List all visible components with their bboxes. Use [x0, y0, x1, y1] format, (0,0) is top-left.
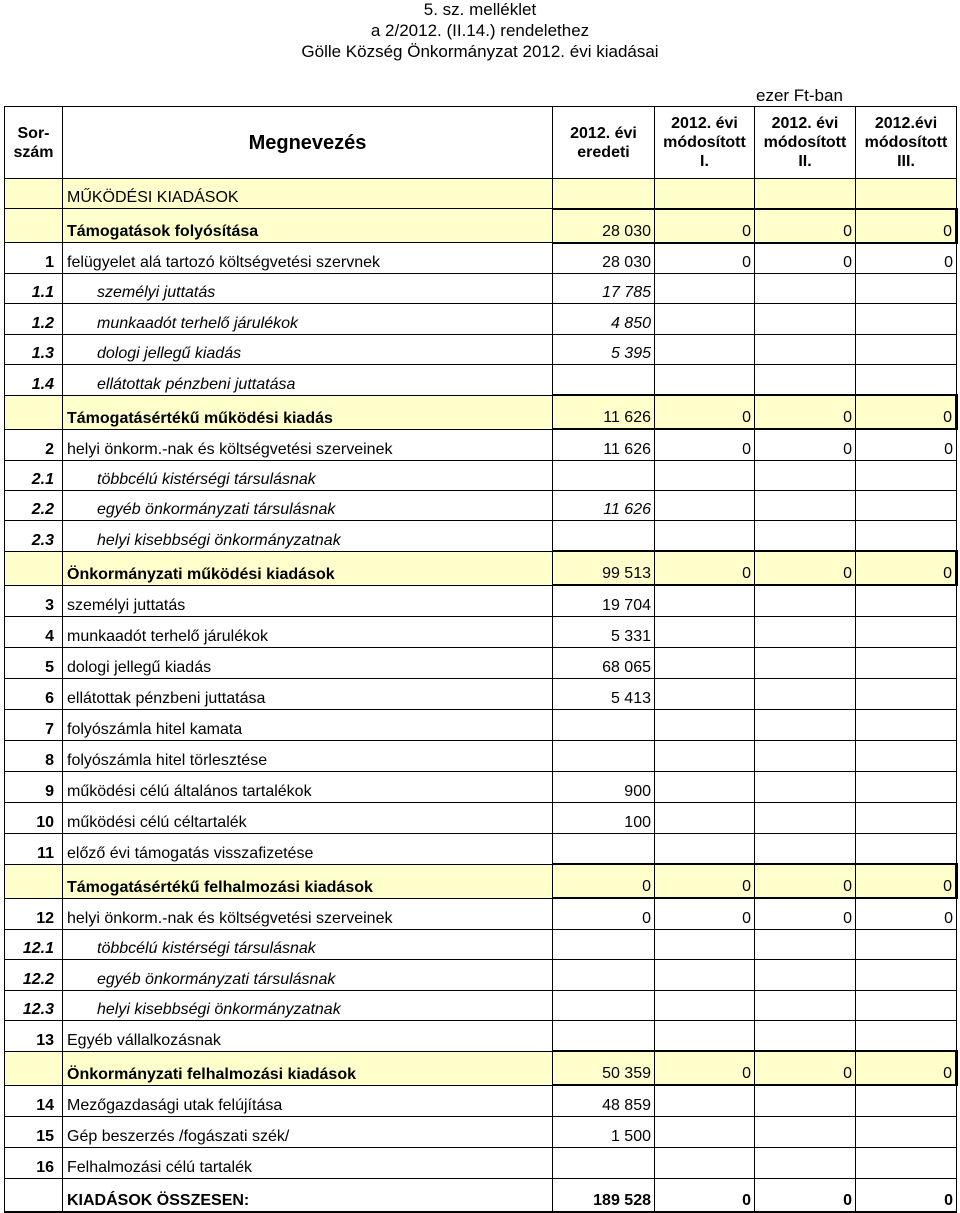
column-header-modified-2 — [755, 107, 856, 179]
row-number: 12 — [5, 898, 63, 929]
value-modified-1: 0 — [655, 898, 755, 929]
row-label: Gép beszerzés /fogászati szék/ — [63, 1116, 553, 1147]
value-original: 99 513 — [553, 551, 655, 585]
value-modified-1 — [655, 740, 755, 771]
value-modified-2: 0 — [755, 395, 856, 429]
row-number: 10 — [5, 802, 63, 833]
column-header-no — [5, 107, 63, 179]
value-modified-1: 0 — [655, 1051, 755, 1085]
row-number: 7 — [5, 709, 63, 740]
value-modified-3 — [856, 960, 957, 990]
row-number: 3 — [5, 585, 63, 616]
value-modified-3: 0 — [856, 1178, 957, 1212]
row-number: 5 — [5, 647, 63, 678]
column-header-no-line1: Sor- — [17, 124, 50, 142]
subitem-row — [5, 365, 957, 395]
row-number: 12.1 — [5, 929, 63, 959]
value-modified-2 — [755, 490, 856, 520]
row-number: 1.1 — [5, 274, 63, 304]
value-modified-3: 0 — [856, 1051, 957, 1085]
value-modified-3: 0 — [856, 243, 957, 274]
table-row — [5, 585, 957, 616]
row-number — [5, 864, 63, 898]
value-modified-1 — [655, 771, 755, 802]
section-row — [5, 864, 957, 898]
row-label: egyéb önkormányzati társulásnak — [63, 490, 553, 520]
value-modified-1 — [655, 802, 755, 833]
value-modified-1: 0 — [655, 864, 755, 898]
value-modified-3 — [856, 490, 957, 520]
column-header-modified-3-line3: III. — [897, 153, 915, 170]
row-label: ellátottak pénzbeni juttatása — [63, 365, 553, 395]
row-label: egyéb önkormányzati társulásnak — [63, 960, 553, 990]
value-modified-2 — [755, 1085, 856, 1116]
subitem-row — [5, 304, 957, 334]
row-number: 1 — [5, 243, 63, 274]
value-modified-2 — [755, 647, 856, 678]
row-number: 2 — [5, 429, 63, 460]
value-modified-2: 0 — [755, 243, 856, 274]
value-modified-3 — [856, 771, 957, 802]
value-modified-2 — [755, 771, 856, 802]
row-label: többcélú kistérségi társulásnak — [63, 929, 553, 959]
value-modified-2: 0 — [755, 864, 856, 898]
column-header-modified-3-line1: 2012.évi — [874, 115, 938, 132]
row-number: 1.2 — [5, 304, 63, 334]
value-modified-1: 0 — [655, 209, 755, 243]
row-label: MŰKÖDÉSI KIADÁSOK — [63, 179, 553, 209]
subitem-row — [5, 521, 957, 551]
value-modified-1: 0 — [655, 551, 755, 585]
row-number — [5, 551, 63, 585]
column-header-modified-1-line3: I. — [700, 153, 709, 170]
column-header-modified-2-line2: módosított — [763, 134, 847, 151]
subitem-row — [5, 990, 957, 1020]
row-label: helyi kisebbségi önkormányzatnak — [63, 990, 553, 1020]
column-header-modified-3 — [856, 107, 957, 179]
table-row — [5, 802, 957, 833]
value-modified-2 — [755, 1147, 856, 1178]
value-modified-3 — [856, 990, 957, 1020]
value-original — [553, 929, 655, 959]
value-modified-1 — [655, 709, 755, 740]
value-modified-3 — [856, 585, 957, 616]
value-modified-1 — [655, 1085, 755, 1116]
section-row — [5, 551, 957, 585]
value-modified-1: 0 — [655, 395, 755, 429]
value-modified-1 — [655, 929, 755, 959]
unit-label: ezer Ft-ban — [756, 86, 843, 105]
row-label: Támogatásértékű felhalmozási kiadások — [63, 864, 553, 898]
value-modified-2 — [755, 334, 856, 364]
subitem-row — [5, 490, 957, 520]
row-label: előző évi támogatás visszafizetése — [63, 833, 553, 864]
value-modified-2: 0 — [755, 429, 856, 460]
column-header-modified-2-line1: 2012. évi — [771, 115, 839, 132]
table-row — [5, 678, 957, 709]
section-row — [5, 395, 957, 429]
table-row — [5, 647, 957, 678]
value-modified-1 — [655, 1116, 755, 1147]
value-modified-1 — [655, 304, 755, 334]
value-modified-2 — [755, 1020, 856, 1051]
row-number — [5, 179, 63, 209]
value-modified-3: 0 — [856, 898, 957, 929]
value-modified-2 — [755, 802, 856, 833]
value-original — [553, 990, 655, 1020]
column-header-name: Megnevezés — [63, 107, 553, 179]
value-modified-1: 0 — [655, 429, 755, 460]
value-modified-2 — [755, 274, 856, 304]
value-modified-3 — [856, 1116, 957, 1147]
table-row — [5, 1085, 957, 1116]
column-header-modified-1-line1: 2012. évi — [671, 115, 738, 132]
regulation-reference: a 2/2012. (II.14.) rendelethez — [370, 21, 590, 40]
value-modified-3 — [856, 709, 957, 740]
value-original — [553, 179, 655, 209]
row-label: Önkormányzati működési kiadások — [63, 551, 553, 585]
value-modified-2 — [755, 740, 856, 771]
row-label: felügyelet alá tartozó költségvetési szervnek — [63, 243, 553, 274]
section-row — [5, 1051, 957, 1085]
table-row — [5, 709, 957, 740]
value-original — [553, 460, 655, 490]
table-header-row — [5, 107, 957, 179]
value-modified-3 — [856, 616, 957, 647]
column-header-modified-1-line2: módosított — [663, 134, 746, 151]
value-original: 4 850 — [553, 304, 655, 334]
expenditure-table — [4, 106, 958, 1213]
value-original: 5 331 — [553, 616, 655, 647]
row-label: Támogatások folyósítása — [63, 209, 553, 243]
row-label: Önkormányzati felhalmozási kiadások — [63, 1051, 553, 1085]
row-number: 13 — [5, 1020, 63, 1051]
row-label: KIADÁSOK ÖSSZESEN: — [63, 1178, 553, 1212]
row-label: dologi jellegű kiadás — [63, 334, 553, 364]
value-modified-3 — [856, 334, 957, 364]
row-number: 2.3 — [5, 521, 63, 551]
value-modified-1: 0 — [655, 1178, 755, 1212]
annex-label: 5. sz. melléklet — [423, 0, 537, 19]
row-label: folyószámla hitel törlesztése — [63, 740, 553, 771]
column-header-modified-2-line3: II. — [798, 153, 812, 170]
subitem-row — [5, 960, 957, 990]
value-modified-3 — [856, 179, 957, 209]
value-original — [553, 1020, 655, 1051]
value-modified-1 — [655, 460, 755, 490]
column-header-modified-3-line2: módosított — [864, 134, 948, 151]
value-modified-2 — [755, 1116, 856, 1147]
subitem-row — [5, 274, 957, 304]
value-modified-2 — [755, 960, 856, 990]
row-number: 1.4 — [5, 365, 63, 395]
value-modified-2 — [755, 616, 856, 647]
value-original: 11 626 — [553, 395, 655, 429]
value-modified-3 — [856, 460, 957, 490]
row-number: 11 — [5, 833, 63, 864]
row-number: 8 — [5, 740, 63, 771]
value-modified-2 — [755, 929, 856, 959]
value-modified-1 — [655, 490, 755, 520]
row-number: 15 — [5, 1116, 63, 1147]
value-modified-2 — [755, 521, 856, 551]
value-modified-3 — [856, 521, 957, 551]
row-label: munkaadót terhelő járulékok — [63, 304, 553, 334]
row-number: 16 — [5, 1147, 63, 1178]
value-original: 28 030 — [553, 243, 655, 274]
value-modified-3 — [856, 802, 957, 833]
value-original: 189 528 — [553, 1178, 655, 1212]
value-original — [553, 1147, 655, 1178]
row-number — [5, 395, 63, 429]
row-label: Támogatásértékű működési kiadás — [63, 395, 553, 429]
title-row — [5, 179, 957, 209]
value-modified-1 — [655, 616, 755, 647]
row-label: működési célú általános tartalékok — [63, 771, 553, 802]
value-modified-2: 0 — [755, 209, 856, 243]
row-label: helyi önkorm.-nak és költségvetési szerveinek — [63, 898, 553, 929]
table-row — [5, 1020, 957, 1051]
value-original — [553, 521, 655, 551]
value-original: 0 — [553, 898, 655, 929]
subitem-row — [5, 334, 957, 364]
value-modified-2 — [755, 460, 856, 490]
column-header-original-line1: 2012. évi — [570, 124, 637, 142]
row-number: 2.1 — [5, 460, 63, 490]
value-original: 5 395 — [553, 334, 655, 364]
value-modified-2: 0 — [755, 551, 856, 585]
value-modified-1 — [655, 521, 755, 551]
value-modified-1 — [655, 585, 755, 616]
value-modified-3 — [856, 740, 957, 771]
column-header-original — [553, 107, 655, 179]
value-modified-2 — [755, 304, 856, 334]
document-title: Gölle Község Önkormányzat 2012. évi kiadásai — [301, 42, 659, 61]
value-modified-3 — [856, 365, 957, 395]
row-number: 12.3 — [5, 990, 63, 1020]
column-header-original-line2: eredeti — [577, 143, 630, 161]
row-label: helyi önkorm.-nak és költségvetési szerveinek — [63, 429, 553, 460]
row-label: folyószámla hitel kamata — [63, 709, 553, 740]
value-original: 19 704 — [553, 585, 655, 616]
value-modified-3 — [856, 929, 957, 959]
value-original: 1 500 — [553, 1116, 655, 1147]
value-modified-2 — [755, 678, 856, 709]
section-row — [5, 209, 957, 243]
value-modified-3 — [856, 1085, 957, 1116]
value-modified-3 — [856, 1020, 957, 1051]
table-body — [5, 179, 957, 1213]
row-label: többcélú kistérségi társulásnak — [63, 460, 553, 490]
value-modified-3: 0 — [856, 209, 957, 243]
row-number: 6 — [5, 678, 63, 709]
row-label: személyi juttatás — [63, 274, 553, 304]
value-modified-1 — [655, 960, 755, 990]
value-modified-2 — [755, 365, 856, 395]
row-label: Felhalmozási célú tartalék — [63, 1147, 553, 1178]
value-modified-2 — [755, 833, 856, 864]
value-modified-3 — [856, 274, 957, 304]
value-modified-3 — [856, 1147, 957, 1178]
value-modified-3: 0 — [856, 864, 957, 898]
value-original: 50 359 — [553, 1051, 655, 1085]
row-number: 4 — [5, 616, 63, 647]
value-modified-1: 0 — [655, 243, 755, 274]
value-original — [553, 960, 655, 990]
table-row — [5, 243, 957, 274]
value-modified-2 — [755, 179, 856, 209]
row-label: helyi kisebbségi önkormányzatnak — [63, 521, 553, 551]
row-number — [5, 1178, 63, 1212]
value-modified-3 — [856, 304, 957, 334]
value-modified-1 — [655, 678, 755, 709]
column-header-modified-1 — [655, 107, 755, 179]
value-original — [553, 365, 655, 395]
row-number: 12.2 — [5, 960, 63, 990]
subitem-row — [5, 460, 957, 490]
value-modified-2: 0 — [755, 1178, 856, 1212]
value-original — [553, 709, 655, 740]
value-modified-1 — [655, 1020, 755, 1051]
table-row — [5, 1116, 957, 1147]
value-modified-3: 0 — [856, 395, 957, 429]
table-row — [5, 771, 957, 802]
value-modified-3: 0 — [856, 551, 957, 585]
value-original: 68 065 — [553, 647, 655, 678]
table-row — [5, 1147, 957, 1178]
row-label: dologi jellegű kiadás — [63, 647, 553, 678]
value-original: 11 626 — [553, 429, 655, 460]
row-label: ellátottak pénzbeni juttatása — [63, 678, 553, 709]
value-modified-2 — [755, 585, 856, 616]
table-row — [5, 616, 957, 647]
row-number: 2.2 — [5, 490, 63, 520]
row-label: munkaadót terhelő járulékok — [63, 616, 553, 647]
column-header-no-line2: szám — [13, 143, 54, 161]
value-original — [553, 833, 655, 864]
value-modified-2: 0 — [755, 898, 856, 929]
value-modified-1 — [655, 365, 755, 395]
row-number — [5, 1051, 63, 1085]
table-row — [5, 429, 957, 460]
value-modified-3 — [856, 678, 957, 709]
value-original: 17 785 — [553, 274, 655, 304]
value-modified-1 — [655, 647, 755, 678]
value-modified-1 — [655, 833, 755, 864]
value-original: 5 413 — [553, 678, 655, 709]
value-modified-3 — [856, 833, 957, 864]
row-label: személyi juttatás — [63, 585, 553, 616]
value-original: 100 — [553, 802, 655, 833]
value-modified-1 — [655, 990, 755, 1020]
value-modified-3: 0 — [856, 429, 957, 460]
table-row — [5, 833, 957, 864]
value-original: 28 030 — [553, 209, 655, 243]
value-original: 0 — [553, 864, 655, 898]
value-modified-2 — [755, 990, 856, 1020]
row-label: működési célú céltartalék — [63, 802, 553, 833]
value-modified-2 — [755, 709, 856, 740]
subitem-row — [5, 929, 957, 959]
row-number: 9 — [5, 771, 63, 802]
value-original: 48 859 — [553, 1085, 655, 1116]
total-row — [5, 1178, 957, 1212]
table-row — [5, 740, 957, 771]
value-modified-1 — [655, 1147, 755, 1178]
value-modified-3 — [856, 647, 957, 678]
value-original: 11 626 — [553, 490, 655, 520]
value-modified-1 — [655, 334, 755, 364]
value-original: 900 — [553, 771, 655, 802]
value-original — [553, 740, 655, 771]
row-label: Egyéb vállalkozásnak — [63, 1020, 553, 1051]
value-modified-1 — [655, 179, 755, 209]
row-label: Mezőgazdasági utak felújítása — [63, 1085, 553, 1116]
row-number — [5, 209, 63, 243]
row-number: 14 — [5, 1085, 63, 1116]
value-modified-1 — [655, 274, 755, 304]
value-modified-2: 0 — [755, 1051, 856, 1085]
row-number: 1.3 — [5, 334, 63, 364]
table-row — [5, 898, 957, 929]
